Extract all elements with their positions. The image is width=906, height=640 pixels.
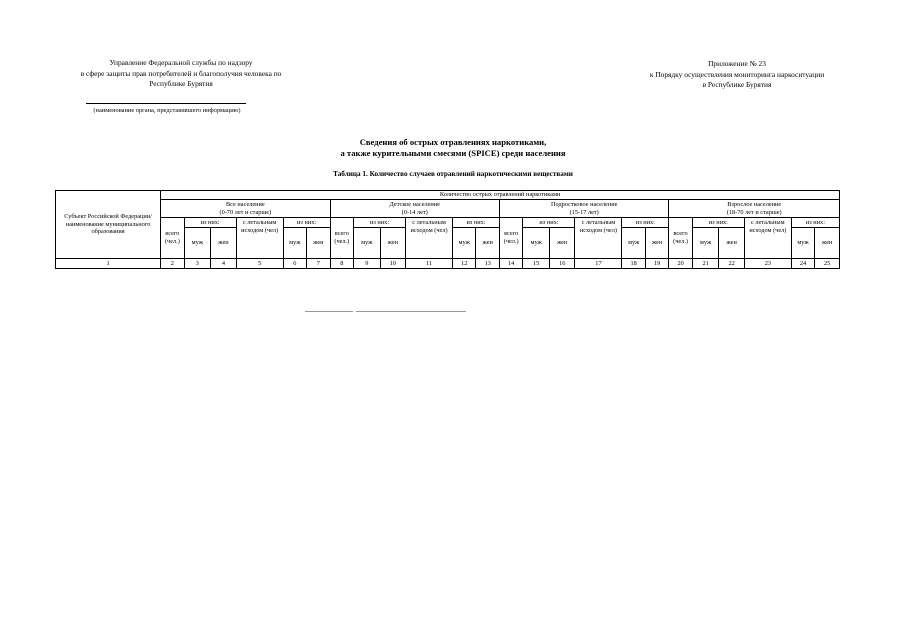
document-title-line: Сведения об острых отравлениях наркотиками, bbox=[359, 137, 547, 147]
population-group-header bbox=[161, 200, 330, 218]
male-header: муж bbox=[184, 228, 211, 259]
group-name: Детское население bbox=[389, 200, 440, 208]
population-group-header bbox=[669, 200, 840, 218]
group-age-range: (0-70 лет и старше) bbox=[219, 208, 272, 216]
fatal-outcome-header: с летальным исходом (чел) bbox=[575, 218, 622, 259]
column-number: 8 bbox=[330, 259, 353, 269]
column-number: 22 bbox=[719, 259, 745, 269]
appendix-line: к Порядку осуществления мониторинга наркоситуации bbox=[649, 69, 825, 79]
male-header: муж bbox=[692, 228, 719, 259]
poisoning-statistics-table bbox=[55, 190, 840, 269]
female-header: жен bbox=[645, 228, 668, 259]
of-them-header: из них: bbox=[523, 218, 575, 228]
column-number: 23 bbox=[744, 259, 791, 269]
total-header: всего (чел.) bbox=[161, 218, 184, 259]
total-header: всего (чел.) bbox=[330, 218, 353, 259]
female-header: жен bbox=[380, 228, 406, 259]
female-header: жен bbox=[719, 228, 745, 259]
table-caption: Таблица 1. Количество случаев отравлений наркотическими веществами bbox=[333, 170, 573, 178]
female-header: жен bbox=[549, 228, 575, 259]
of-them-header: из них: bbox=[453, 218, 500, 228]
female-header: жен bbox=[211, 228, 237, 259]
group-age-range: (15-17 лет) bbox=[569, 208, 599, 216]
document-title-line: а также курительными смесями (SPICE) среди населения bbox=[340, 148, 566, 158]
male-header: муж bbox=[354, 228, 381, 259]
of-them-header: из них: bbox=[283, 218, 330, 228]
column-number: 1 bbox=[56, 259, 161, 269]
of-them-header: из них: bbox=[622, 218, 669, 228]
issuing-authority bbox=[50, 58, 312, 90]
fatal-outcome-header: с летальным исходом (чел) bbox=[744, 218, 791, 259]
column-number: 20 bbox=[669, 259, 692, 269]
column-number: 13 bbox=[476, 259, 499, 269]
column-number: 4 bbox=[211, 259, 237, 269]
column-number: 2 bbox=[161, 259, 184, 269]
population-group-header bbox=[330, 200, 499, 218]
column-number: 18 bbox=[622, 259, 645, 269]
subject-header-cell: Субъект Российской Федерации/ наименование муниципального образования bbox=[56, 191, 161, 259]
appendix-reference bbox=[628, 59, 846, 91]
group-header-cell: Количество острых отравлений наркотиками bbox=[161, 191, 840, 200]
column-number: 15 bbox=[523, 259, 550, 269]
column-number: 10 bbox=[380, 259, 406, 269]
population-group-header bbox=[499, 200, 668, 218]
group-name: Все население bbox=[225, 200, 265, 208]
issuing-authority-line: Управление Федеральной службы по надзору bbox=[109, 58, 253, 67]
male-header: муж bbox=[453, 228, 476, 259]
issuing-authority-line: в сфере защиты прав потребителей и благополучия человека по bbox=[80, 68, 282, 78]
group-name: Подростковое население bbox=[550, 200, 618, 208]
female-header: жен bbox=[307, 228, 330, 259]
footer-line bbox=[305, 311, 353, 312]
of-them-header: из них: bbox=[692, 218, 744, 228]
of-them-header: из них: bbox=[184, 218, 236, 228]
appendix-line: в Республике Бурятия bbox=[702, 80, 772, 89]
male-header: муж bbox=[791, 228, 814, 259]
of-them-header: из них: bbox=[354, 218, 406, 228]
document-title bbox=[230, 137, 676, 159]
column-number: 17 bbox=[575, 259, 622, 269]
group-name: Взрослое население bbox=[727, 200, 782, 208]
column-number: 11 bbox=[406, 259, 453, 269]
column-number: 25 bbox=[815, 259, 840, 269]
column-number: 5 bbox=[236, 259, 283, 269]
group-age-range: (18-70 лет и старше) bbox=[726, 208, 782, 216]
female-header: жен bbox=[815, 228, 840, 259]
column-number: 21 bbox=[692, 259, 719, 269]
of-them-header: из них: bbox=[791, 218, 839, 228]
column-number: 12 bbox=[453, 259, 476, 269]
column-number: 14 bbox=[499, 259, 522, 269]
column-number: 9 bbox=[354, 259, 381, 269]
column-number: 3 bbox=[184, 259, 211, 269]
signature-caption: (наименование органа, представившего информацию) bbox=[93, 107, 241, 114]
footer-line bbox=[356, 311, 466, 312]
fatal-outcome-header: с летальным исходом (чел) bbox=[236, 218, 283, 259]
total-header: всего (чел.) bbox=[499, 218, 522, 259]
male-header: муж bbox=[622, 228, 645, 259]
signature-line bbox=[86, 103, 246, 104]
column-number: 6 bbox=[283, 259, 306, 269]
female-header: жен bbox=[476, 228, 499, 259]
fatal-outcome-header: с летальным исходом (чел) bbox=[406, 218, 453, 259]
issuing-authority-line: Республике Бурятия bbox=[149, 79, 213, 88]
appendix-line: Приложение № 23 bbox=[708, 59, 766, 68]
column-number: 7 bbox=[307, 259, 330, 269]
group-age-range: (0-14 лет) bbox=[401, 208, 428, 216]
column-number: 19 bbox=[645, 259, 668, 269]
column-number: 24 bbox=[791, 259, 814, 269]
column-number: 16 bbox=[549, 259, 575, 269]
male-header: муж bbox=[283, 228, 306, 259]
male-header: муж bbox=[523, 228, 550, 259]
total-header: всего (чел.) bbox=[669, 218, 692, 259]
